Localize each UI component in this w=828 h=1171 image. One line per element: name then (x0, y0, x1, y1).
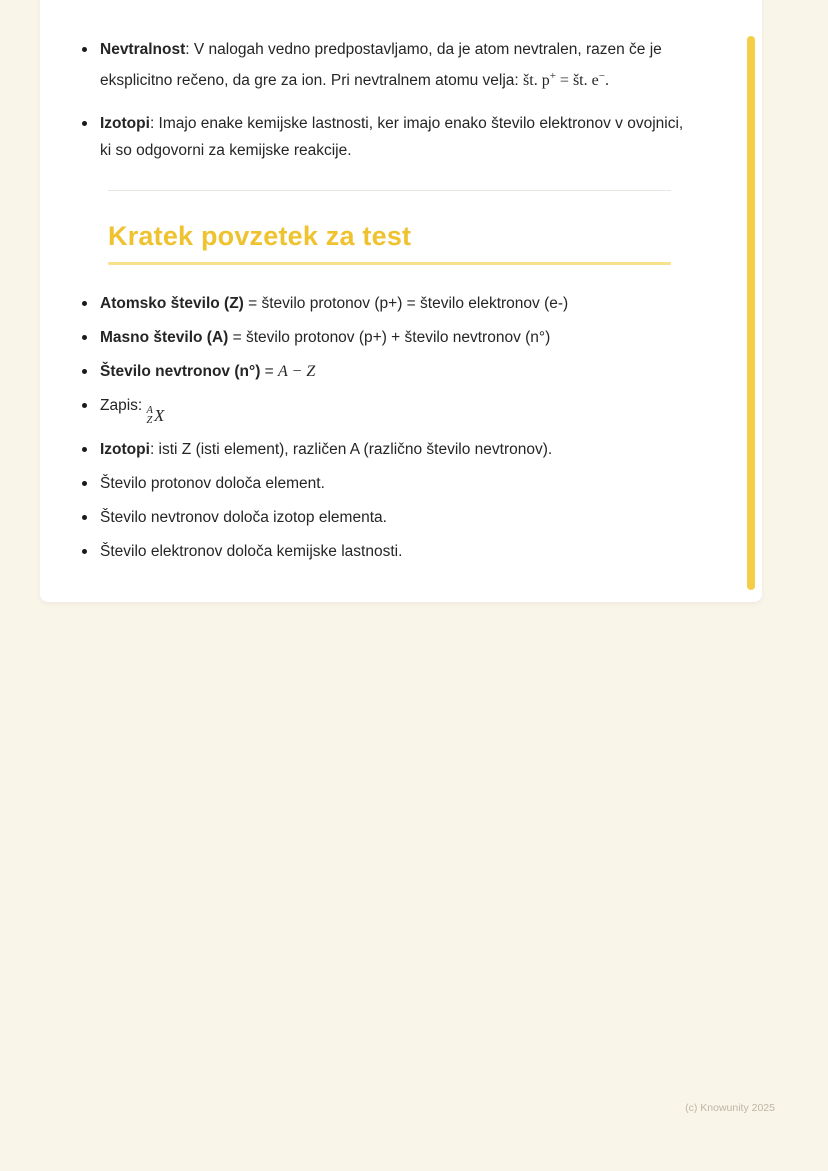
text-segment: Število protonov določa element. (100, 474, 325, 492)
term-label: Število nevtronov (n°) (100, 363, 261, 381)
text-segment: : isti Z (isti element), različen A (različno število nevtronov). (149, 440, 553, 458)
notes-card (40, 0, 762, 602)
text-segment: : Imajo enake kemijske lastnosti, ker imajo enako število elektronov v ovojnici, ki so odgovorni za kemijske reakcije. (100, 115, 684, 160)
list-item (76, 438, 692, 462)
list-item (76, 110, 692, 164)
term-label: Atomsko število (Z) (100, 295, 244, 313)
term-label: Masno število (A) (100, 329, 229, 347)
term-label: Izotopi (100, 115, 150, 133)
math-text: . (604, 72, 609, 90)
top-bullet-list (76, 36, 692, 164)
term-label: Izotopi (100, 440, 150, 458)
term-label: Nevtralnost (100, 41, 186, 58)
section-divider (108, 190, 671, 191)
list-item (76, 506, 692, 530)
text-segment: = število protonov (p+) + število nevtronov (n°) (228, 329, 551, 347)
list-item (76, 36, 692, 94)
nuclide-notation: A Z X (146, 405, 165, 426)
heading-underline (108, 262, 671, 265)
text-segment: Zapis: (100, 397, 147, 415)
section-heading: Kratek povzetek za test (108, 221, 412, 252)
text-segment: : V nalogah vedno predpostavljamo, da je atom nevtralen, razen če je eksplicitno rečeno, da gre za ion. Pri nevtralnem atomu velja: (100, 41, 662, 90)
math-superscript: − (598, 70, 605, 82)
summary-bullet-list (76, 292, 692, 564)
text-segment: Število nevtronov določa izotop elementa. (100, 508, 387, 526)
list-item (76, 394, 692, 428)
list-item (76, 326, 692, 350)
list-item (76, 360, 692, 384)
math-text: št. p (523, 72, 550, 90)
math-text: = št. e (555, 72, 599, 90)
math-superscript: + (549, 70, 556, 82)
text-segment: = (260, 363, 279, 381)
accent-bar (747, 36, 755, 590)
text-segment: Število elektronov določa kemijske lastnosti. (100, 542, 403, 560)
math-expression: A − Z (278, 363, 316, 381)
text-segment: = število protonov (p+) = število elektronov (e-) (243, 295, 569, 313)
footer-credit: (c) Knowunity 2025 (685, 1102, 775, 1114)
list-item (76, 540, 692, 564)
list-item (76, 292, 692, 316)
card-content (40, 0, 762, 564)
list-item (76, 472, 692, 496)
